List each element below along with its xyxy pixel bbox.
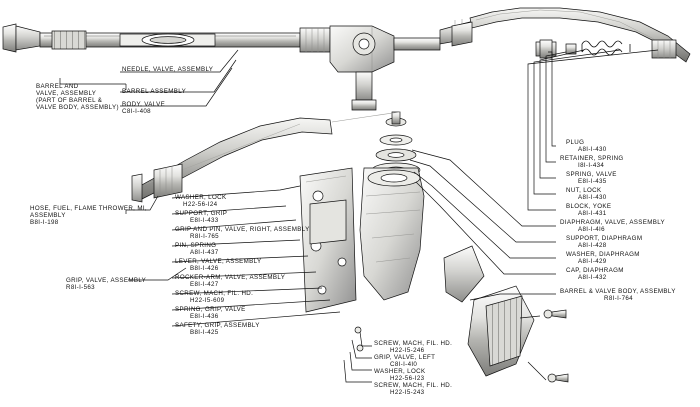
- label-screw-mach-fil-hd-243: SCREW, MACH, FIL. HD.: [374, 382, 453, 389]
- label-screw-mach-fil-hd-609: SCREW, MACH, FIL. HD.: [175, 290, 254, 297]
- label-washer-diaphragm: WASHER, DIAPHRAGM: [566, 251, 640, 258]
- label-washer-lock-124-pn: H22-56-I24: [183, 201, 218, 208]
- label-retainer-spring: RETAINER, SPRING: [560, 155, 624, 162]
- label-washer-lock-124: WASHER, LOCK: [175, 194, 227, 201]
- label-grip-valve-left: GRIP, VALVE, LEFT: [374, 354, 436, 361]
- label-grip-and-pin-valve-right: GRIP AND PIN, VALVE, RIGHT, ASSEMBLY: [175, 226, 310, 233]
- label-nut-lock-pn: A8I-I-430: [578, 194, 607, 201]
- label-spring-grip-valve: SPRING, GRIP, VALVE: [175, 306, 246, 313]
- label-support-diaphragm-pn: A8I-I-428: [578, 242, 607, 249]
- label-plug: PLUG: [566, 139, 585, 146]
- label-rocker-arm-valve-assembly-pn: E8I-I-427: [190, 281, 219, 288]
- label-spring-valve: SPRING, VALVE: [566, 171, 617, 178]
- label-cap-diaphragm-pn: A8I-I-432: [578, 274, 607, 281]
- label-barrel-and-valve-body-assembly-pn: R8I-I-764: [604, 295, 633, 302]
- label-barrel-and-valve-assembly: BARREL AND: [36, 83, 79, 90]
- label-plug-pn: A8I-I-430: [578, 146, 607, 153]
- label-barrel-and-valve-assembly-l3: (PART OF BARREL &: [36, 97, 103, 104]
- label-support-grip: SUPPORT, GRIP: [175, 210, 228, 217]
- label-block-yoke: BLOCK, YOKE: [566, 203, 612, 210]
- label-grip-valve-left-pn: C8I-I-4I0: [390, 361, 418, 368]
- label-grip-valve-assembly: GRIP, VALVE, ASSEMBLY: [66, 277, 147, 284]
- label-barrel-and-valve-assembly-l2: VALVE, ASSEMBLY: [36, 90, 97, 97]
- label-washer-lock-123: WASHER, LOCK: [374, 368, 426, 375]
- label-grip-valve-assembly-pn: R8I-I-563: [66, 284, 95, 291]
- label-screw-mach-fil-hd-243-pn: H22-I5-243: [390, 389, 425, 396]
- label-lever-valve-assembly-pn: B8I-I-426: [190, 265, 219, 272]
- label-screw-mach-fil-hd-246-pn: H22-I5-246: [390, 347, 425, 354]
- label-washer-lock-123-pn: H22-56-I23: [390, 375, 425, 382]
- label-needle-valve-assembly: NEEDLE, VALVE, ASSEMBLY: [122, 66, 214, 73]
- label-hose-fuel-flame-thrower-pn: B8I-I-198: [30, 219, 59, 226]
- label-rocker-arm-valve-assembly: ROCKER-ARM, VALVE, ASSEMBLY: [175, 274, 286, 281]
- label-barrel-and-valve-body-assembly: BARREL & VALVE BODY, ASSEMBLY: [560, 288, 676, 295]
- label-support-grip-pn: E8I-I-433: [190, 217, 219, 224]
- label-screw-mach-fil-hd-246: SCREW, MACH, FIL. HD.: [374, 340, 453, 347]
- label-spring-valve-pn: E8I-I-435: [578, 178, 607, 185]
- label-hose-fuel-flame-thrower-l2: ASSEMBLY: [30, 212, 66, 219]
- label-pin-spring: PIN, SPRING: [175, 242, 217, 249]
- label-retainer-spring-pn: I8I-I-434: [578, 162, 605, 169]
- label-barrel-assembly: BARREL ASSEMBLY: [122, 88, 187, 95]
- label-diaphragm-valve-assembly: DIAPHRAGM, VALVE, ASSEMBLY: [560, 219, 666, 226]
- label-barrel-and-valve-assembly-l4: VALVE BODY, ASSEMBLY): [36, 104, 119, 111]
- label-body-valve-pn: C8I-I-408: [122, 108, 151, 115]
- label-nut-lock: NUT, LOCK: [566, 187, 602, 194]
- label-block-yoke-pn: A8I-I-431: [578, 210, 607, 217]
- label-screw-mach-fil-hd-609-pn: H22-I5-609: [190, 297, 225, 304]
- label-support-diaphragm: SUPPORT, DIAPHRAGM: [566, 235, 643, 242]
- label-diaphragm-valve-assembly-pn: A8I-I-4I6: [578, 226, 605, 233]
- label-lever-valve-assembly: LEVER, VALVE, ASSEMBLY: [175, 258, 262, 265]
- label-cap-diaphragm: CAP, DIAPHRAGM: [566, 267, 624, 274]
- label-washer-diaphragm-pn: A8I-I-429: [578, 258, 607, 265]
- label-spring-grip-valve-pn: E8I-I-436: [190, 313, 219, 320]
- label-body-valve: BODY, VALVE: [122, 101, 166, 108]
- label-grip-and-pin-valve-right-pn: R8I-I-765: [190, 233, 219, 240]
- label-safety-grip-assembly: SAFETY, GRIP, ASSEMBLY: [175, 322, 260, 329]
- label-hose-fuel-flame-thrower: HOSE, FUEL, FLAME THROWER, MI,: [30, 205, 147, 212]
- label-safety-grip-assembly-pn: B8I-I-425: [190, 329, 219, 336]
- label-pin-spring-pn: A8I-I-437: [190, 249, 219, 256]
